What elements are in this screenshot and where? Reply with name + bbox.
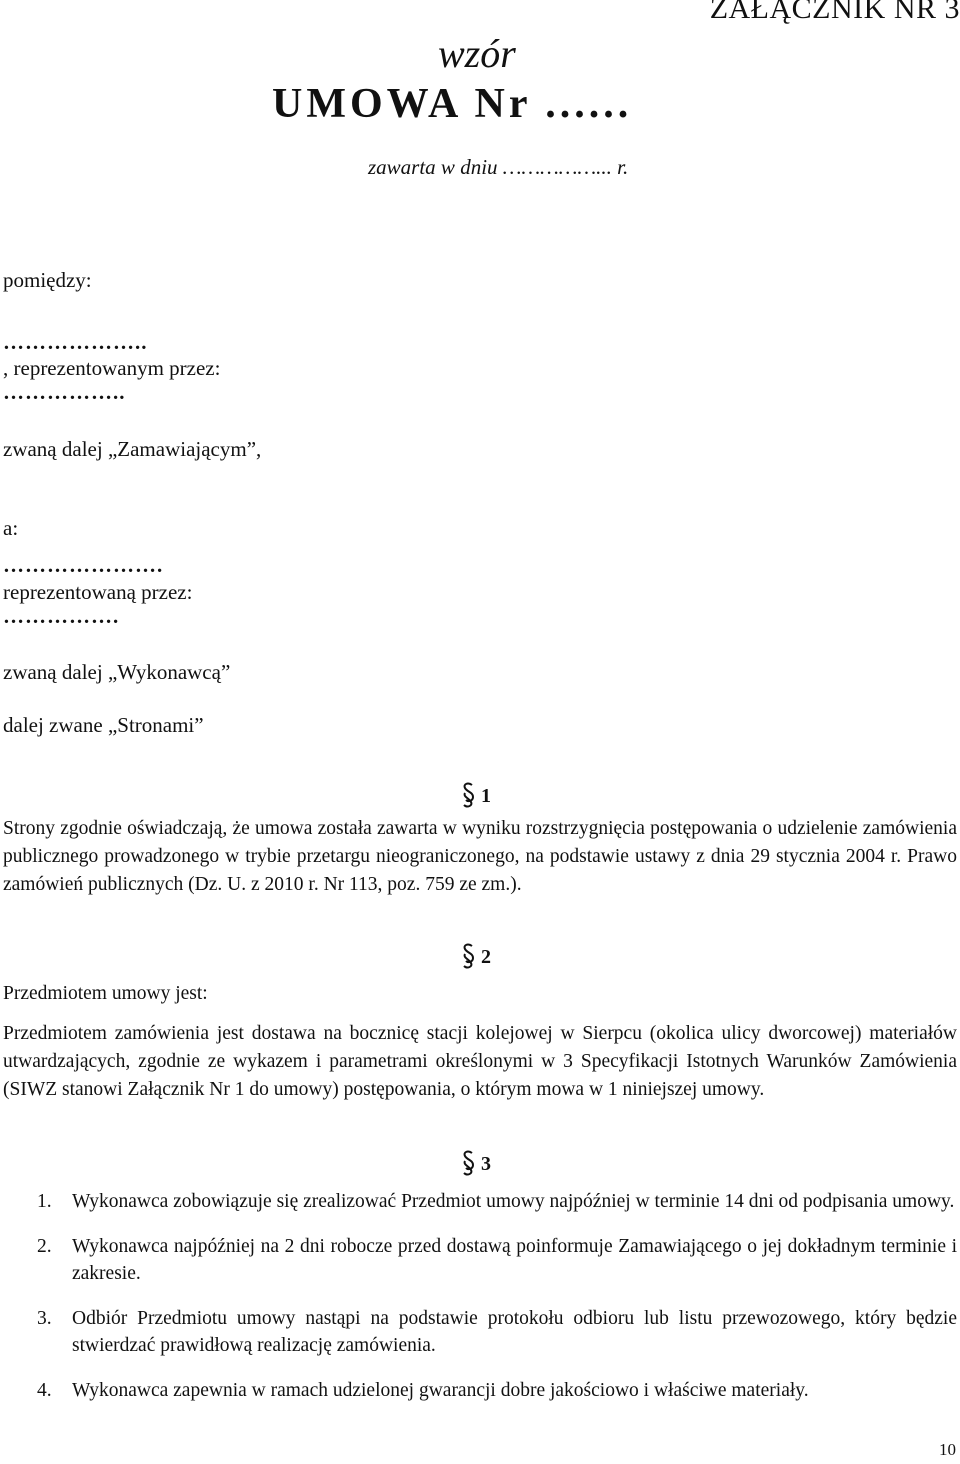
list-item xyxy=(37,1188,957,1215)
list-item xyxy=(37,1377,957,1404)
list-item xyxy=(37,1233,957,1287)
represented-by-label: , reprezentowanym przez: xyxy=(3,356,221,380)
section-3-list xyxy=(37,1188,957,1422)
represented-by-label-2: reprezentowaną przez: xyxy=(3,580,193,604)
section-heading-2 xyxy=(462,943,491,969)
concluded-date-line: zawarta w dniu ……………... r. xyxy=(368,155,629,179)
section-sign-icon xyxy=(462,943,475,969)
list-item-text: Wykonawca zapewnia w ramach udzielonej gwarancji dobre jakościowo i właściwe materiały. xyxy=(72,1380,809,1401)
ordering-representative-placeholder: …………….. xyxy=(3,380,126,404)
parties-alias: dalej zwane „Stronami” xyxy=(3,713,204,737)
list-item-number: 1. xyxy=(37,1191,52,1212)
ordering-party-alias: zwaną dalej „Zamawiającym”, xyxy=(3,437,262,461)
section-number: 3 xyxy=(481,1153,491,1175)
section-heading-1 xyxy=(462,782,491,808)
list-item-text: Odbiór Przedmiotu umowy nastąpi na podstawie protokołu odbioru lub listu przewozowego, który będzie stwierdzać prawidłową realizację zamówienia. xyxy=(72,1308,957,1356)
contractor-representative-placeholder: ……………. xyxy=(3,604,120,628)
between-label: pomiędzy: xyxy=(3,268,92,292)
subject-label: Przedmiotem umowy jest: xyxy=(3,983,208,1004)
ordering-party-placeholder: ……………….. xyxy=(3,330,148,354)
list-item xyxy=(37,1305,957,1359)
template-label: wzór xyxy=(438,31,516,76)
contractor-alias: zwaną dalej „Wykonawcą” xyxy=(3,660,231,684)
section-1-text: Strony zgodnie oświadczają, że umowa została zawarta w wyniku rozstrzygnięcia postępowania o udzielenie zamówienia publicznego prowadzonego w trybie przetargu nieograniczonego, na podstawie ustawy z dnia 29 stycznia 2004 r. Prawo zamówień publicznych (Dz. U. z 2010 r. Nr 113, poz. 759 ze zm.). xyxy=(3,818,957,895)
and-label: a: xyxy=(3,516,19,540)
section-sign-icon xyxy=(462,1150,475,1176)
list-item-number: 3. xyxy=(37,1308,52,1329)
section-number: 2 xyxy=(481,946,491,968)
section-2-text: Przedmiotem zamówienia jest dostawa na bocznicę stacji kolejowej w Sierpcu (okolica ulicy dworcowej) materiałów utwardzających, zgodnie ze wykazem i parametrami określonymi w 3 Specyfikacji Istotnych Warunków Zamówienia (SIWZ stanowi Załącznik Nr 1 do umowy) postępowania, o którym mowa w 1 niniejszej umowy. xyxy=(3,1023,957,1100)
section-heading-3 xyxy=(462,1150,491,1176)
list-item-number: 4. xyxy=(37,1380,52,1401)
list-item-text: Wykonawca zobowiązuje się zrealizować Przedmiot umowy najpóźniej w terminie 14 dni od podpisania umowy. xyxy=(72,1191,955,1212)
list-item-number: 2. xyxy=(37,1236,52,1257)
section-number: 1 xyxy=(481,785,491,807)
contractor-placeholder: …………………. xyxy=(3,553,164,577)
page-number: 10 xyxy=(939,1440,956,1459)
section-1-paragraph xyxy=(3,815,957,899)
section-sign-icon xyxy=(462,782,475,808)
list-item-text: Wykonawca najpóźniej na 2 dni robocze przed dostawą poinformuje Zamawiającego o jej dokładnym terminie i zakresie. xyxy=(72,1236,957,1284)
contract-title: UMOWA Nr ...... xyxy=(272,81,633,127)
section-2-paragraph xyxy=(3,1020,957,1104)
annex-label: ZAŁĄCZNIK NR 3 xyxy=(709,0,960,25)
